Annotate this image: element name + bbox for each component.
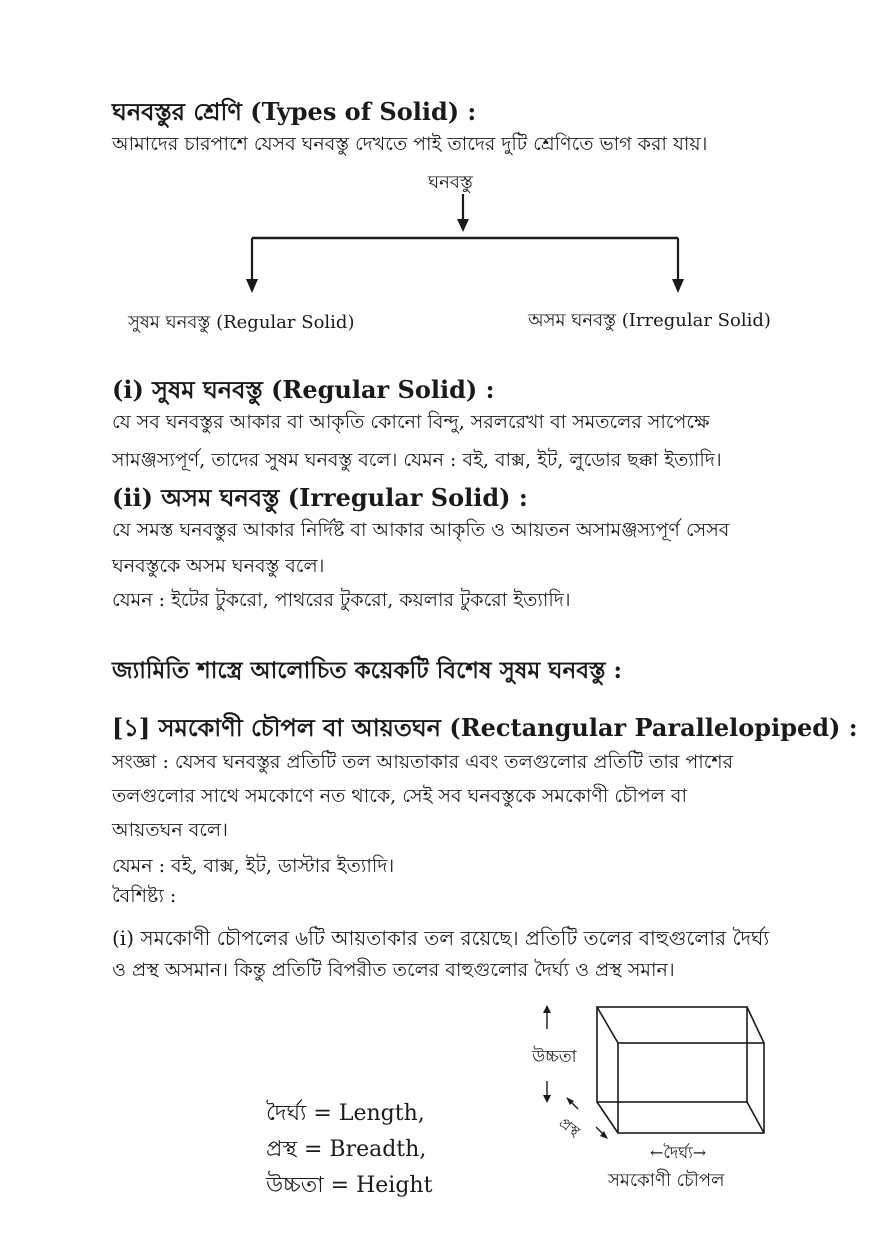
types-heading: ঘনবস্তুর শ্রেণি (Types of Solid) : (112, 97, 477, 126)
cuboid-height-label: উচ্চতা (532, 1047, 577, 1067)
cuboid-length-label: ←দৈর্ঘ্য→ (650, 1143, 707, 1162)
types-intro: আমাদের চারপাশে যেসব ঘনবস্তু দেখতে পাই তাদের দুটি শ্রেণিতে ভাগ করা যায়। (112, 133, 708, 155)
rect-example: যেমন : বই, বাক্স, ইট, ডাস্টার ইত্যাদি। (112, 855, 395, 877)
special-heading: জ্যামিতি শাস্ত্রে আলোচিত কয়েকটি বিশেষ সুষম ঘনবস্তু : (112, 657, 623, 684)
irregular-line-2: ঘনবস্তুকে অসম ঘনবস্তু বলে। (112, 555, 325, 577)
irregular-heading: (ii) অসম ঘনবস্তু (Irregular Solid) : (112, 483, 528, 512)
cuboid-breadth-label: প্রস্থ (555, 1113, 584, 1141)
irregular-line-3: যেমন : ইটের টুকরো, পাথরের টুকরো, কয়লার টুকরো ইত্যাদি। (112, 589, 571, 611)
rect-definition-line-3: আয়তঘন বলে। (112, 819, 228, 841)
rect-features-label: বৈশিষ্ট্য : (112, 885, 177, 907)
rect-feature-1-line-2: ও প্রস্থ অসমান। কিন্তু প্রতিটি বিপরীত তলের বাহুগুলোর দৈর্ঘ্য ও প্রস্থ সমান। (112, 959, 675, 981)
cuboid-figure (500, 995, 780, 1165)
legend-height: উচ্চতা = Height (266, 1173, 433, 1198)
tree-root-label: ঘনবস্তু (428, 172, 473, 193)
regular-line-1: যে সব ঘনবস্তুর আকার বা আকৃতি কোনো বিন্দু, সরলরেখা বা সমতলের সাপেক্ষে (112, 411, 710, 433)
classification-tree-lines (0, 0, 870, 310)
rect-definition-line-2: তলগুলোর সাথে সমকোণে নত থাকে, সেই সব ঘনবস্তুকে সমকোণী চৌপল বা (112, 785, 687, 807)
legend-breadth: প্রস্থ = Breadth, (266, 1137, 427, 1162)
tree-right-label: অসম ঘনবস্তু (Irregular Solid) (528, 310, 771, 331)
cuboid-caption: সমকোণী চৌপল (608, 1170, 725, 1191)
rect-definition-line-1: সংজ্ঞা : যেসব ঘনবস্তুর প্রতিটি তল আয়তাকার এবং তলগুলোর প্রতিটি তার পাশের (112, 751, 734, 773)
irregular-line-1: যে সমস্ত ঘনবস্তুর আকার নির্দিষ্ট বা আকার আকৃতি ও আয়তন অসামঞ্জস্যপূর্ণ সেসব (112, 519, 730, 541)
regular-line-2: সামঞ্জস্যপূর্ণ, তাদের সুষম ঘনবস্তু বলে। যেমন : বই, বাক্স, ইট, লুডোর ছক্কা ইত্যাদি। (112, 449, 722, 471)
rect-feature-1-line-1: (i) সমকোণী চৌপলের ৬টি আয়তাকার তল রয়েছে। প্রতিটি তলের বাহুগুলোর দৈর্ঘ্য (112, 926, 770, 950)
rect-heading: [১] সমকোণী চৌপল বা আয়তঘন (Rectangular Parallelopiped) : (112, 713, 858, 742)
legend-length: দৈর্ঘ্য = Length, (266, 1101, 425, 1126)
tree-left-label: সুষম ঘনবস্তু (Regular Solid) (128, 312, 355, 333)
regular-heading: (i) সুষম ঘনবস্তু (Regular Solid) : (112, 375, 495, 404)
